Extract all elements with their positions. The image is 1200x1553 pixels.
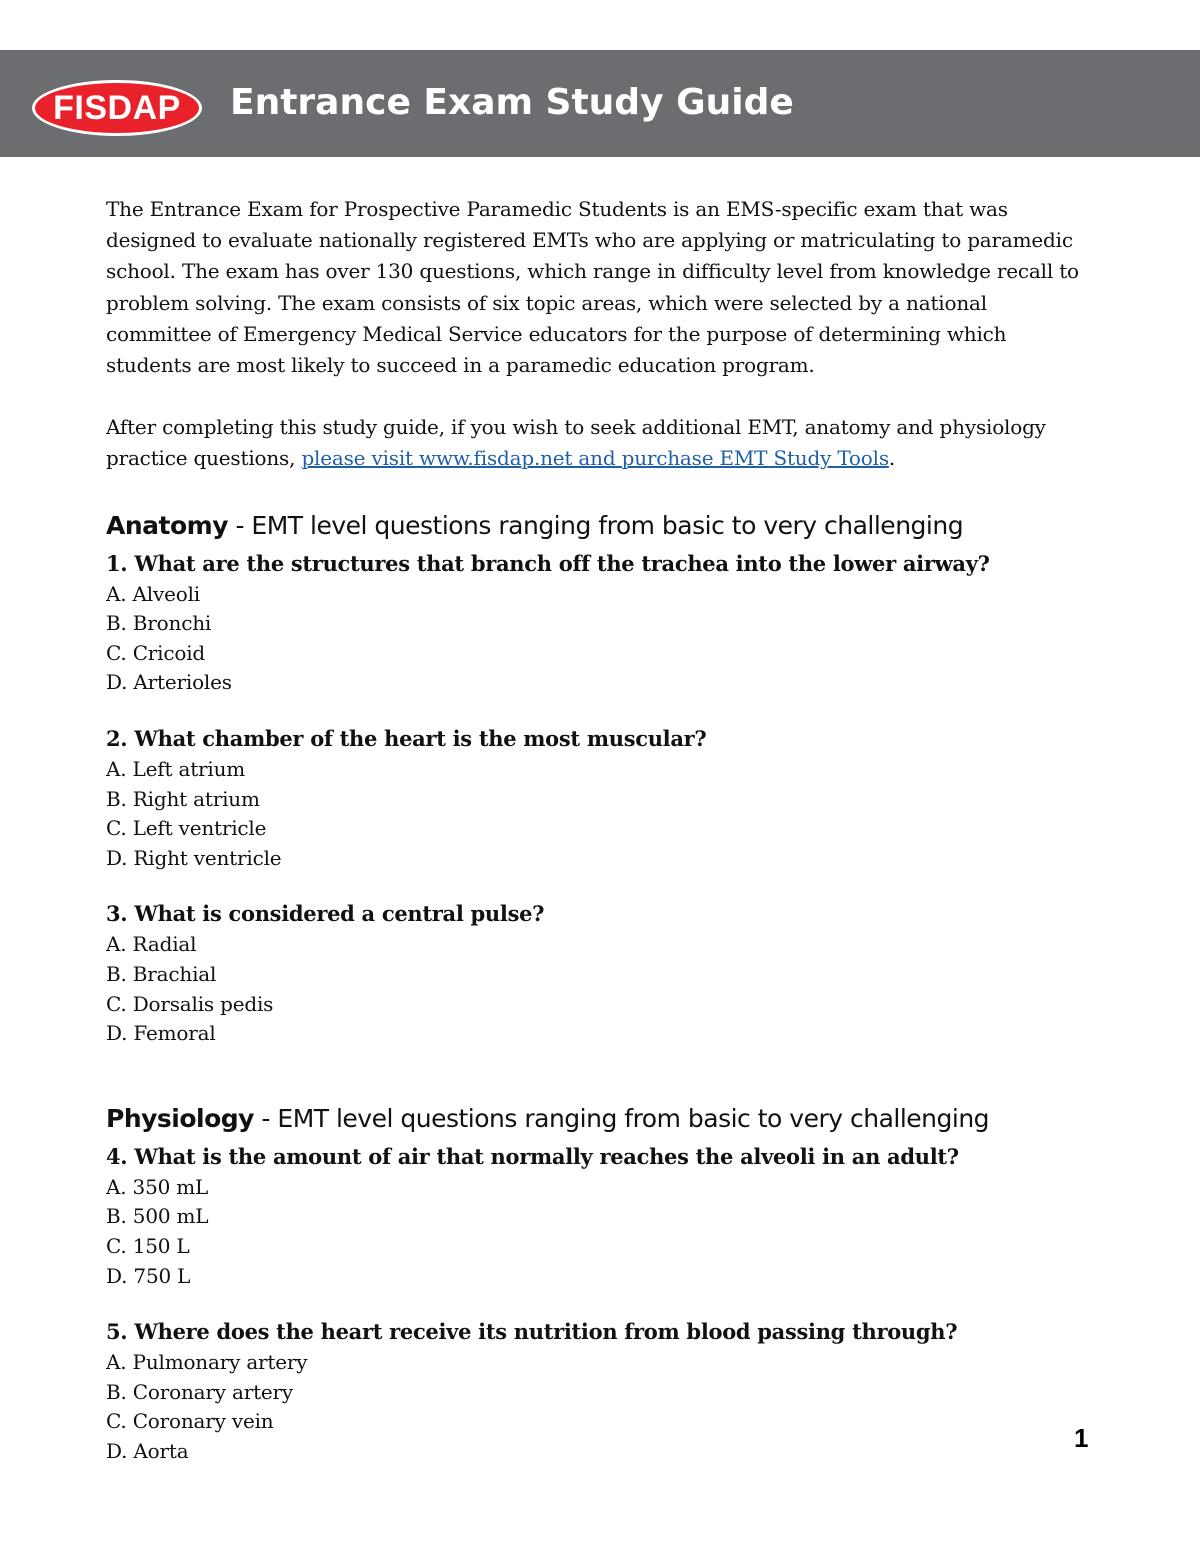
answer-options	[106, 580, 1096, 698]
question-4	[106, 1141, 1096, 1291]
answer-options	[106, 930, 1096, 1048]
option-d: D. Right ventricle	[106, 845, 282, 870]
answer-options	[106, 1348, 1096, 1466]
option-b: B. Right atrium	[106, 786, 260, 811]
anatomy-heading	[106, 508, 1096, 544]
section-name: Physiology	[106, 1103, 254, 1133]
option-a: A. 350 mL	[106, 1174, 209, 1199]
section-description: - EMT level questions ranging from basic to very challenging	[253, 1103, 990, 1133]
question-5	[106, 1316, 1096, 1466]
question-text: 1. What are the structures that branch off the trachea into the lower airway?	[106, 550, 990, 576]
option-d: D. Aorta	[106, 1438, 189, 1463]
option-b: B. Coronary artery	[106, 1379, 293, 1404]
option-d: D. Arterioles	[106, 670, 232, 695]
page-number: 1	[1074, 1423, 1089, 1453]
physiology-heading	[106, 1101, 1096, 1137]
question-text: 4. What is the amount of air that normally reaches the alveoli in an adult?	[106, 1143, 959, 1169]
option-a: A. Radial	[106, 932, 197, 957]
option-d: D. Femoral	[106, 1021, 216, 1046]
fisdap-logo: FISDAP	[32, 80, 202, 136]
answer-options	[106, 1173, 1096, 1291]
intro-paragraph: The Entrance Exam for Prospective Paramedic Students is an EMS-specific exam that was designed to evaluate nationally registered EMTs who are applying or matriculating to paramedic school. The exam has over 130 questions, which range in difficulty level from knowledge recall to problem solving. The exam consists of six topic areas, which were selected by a national committee of Emergency Medical Service educators for the purpose of determining which students are most likely to succeed in a paramedic education program.	[106, 197, 1079, 378]
option-d: D. 750 L	[106, 1263, 191, 1288]
option-c: C. Cricoid	[106, 640, 206, 665]
option-b: B. Bronchi	[106, 611, 212, 636]
document-body	[106, 194, 1096, 1467]
option-b: B. Brachial	[106, 961, 217, 986]
option-c: C. Dorsalis pedis	[106, 991, 274, 1016]
question-text: 2. What chamber of the heart is the most muscular?	[106, 726, 707, 751]
question-1	[106, 548, 1096, 698]
question-3	[106, 898, 1096, 1048]
study-tools-link[interactable]: please visit www.fisdap.net and purchase EMT Study Tools	[301, 446, 889, 471]
option-c: C. Left ventricle	[106, 816, 267, 841]
study-tools-period: .	[888, 446, 896, 471]
question-text: 5. Where does the heart receive its nutrition from blood passing through?	[106, 1319, 958, 1345]
option-a: A. Alveoli	[106, 581, 200, 606]
question-text: 3. What is considered a central pulse?	[106, 901, 545, 927]
question-2	[106, 723, 1096, 873]
option-b: B. 500 mL	[106, 1204, 209, 1229]
option-c: C. Coronary vein	[106, 1409, 274, 1434]
section-description: - EMT level questions ranging from basic to very challenging	[228, 510, 964, 540]
answer-options	[106, 755, 1096, 873]
option-a: A. Pulmonary artery	[106, 1350, 308, 1375]
section-name: Anatomy	[106, 510, 228, 540]
option-a: A. Left atrium	[106, 757, 246, 781]
study-tools-text: After completing this study guide, if you wish to seek additional EMT, anatomy and physiology practice questions,	[106, 415, 1046, 471]
page-title: Entrance Exam Study Guide	[230, 82, 794, 123]
study-tools-paragraph	[106, 412, 1096, 474]
option-c: C. 150 L	[106, 1233, 190, 1258]
